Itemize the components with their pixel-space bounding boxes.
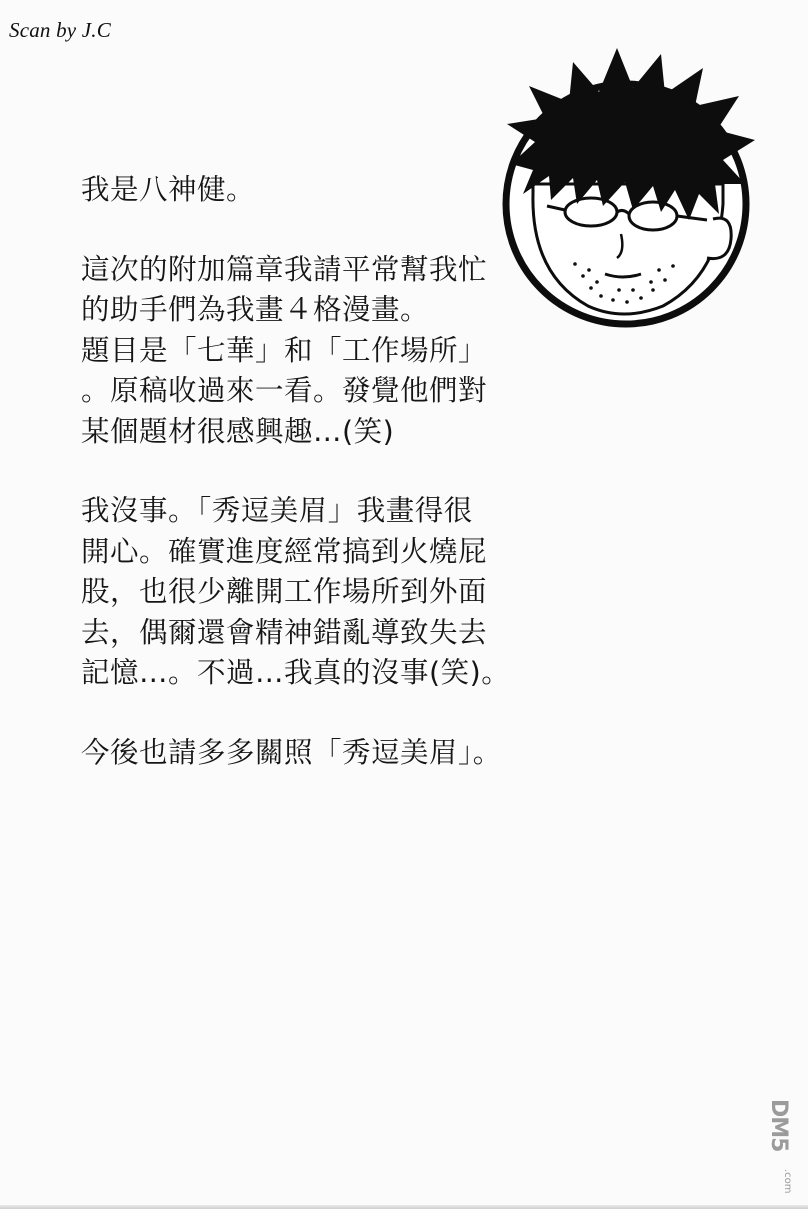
- text-line: 。原稿收過來一看。發覺他們對: [81, 374, 488, 407]
- watermark-text: DM5: [766, 1099, 791, 1152]
- author-portrait-icon: [493, 44, 765, 334]
- text-line: 去，偶爾還會精神錯亂導致失去: [81, 615, 488, 649]
- page-edge: [0, 1205, 808, 1209]
- paragraph: [81, 170, 521, 211]
- text-line: 股，也很少離開工作場所到外面: [81, 575, 488, 608]
- text-line: 這次的附加篇章我請平常幫我忙: [81, 252, 488, 286]
- text-line: 題目是「七華」和「工作場所」: [81, 333, 488, 367]
- text-line: 我沒事。「秀逗美眉」我畫得很: [81, 494, 473, 527]
- author-note: [81, 170, 521, 812]
- paragraph: [81, 733, 521, 774]
- text-line: 的助手們為我畫４格漫畫。: [81, 293, 430, 326]
- site-watermark: [760, 1095, 804, 1205]
- text-line: 記憶…。不過…我真的沒事(笑)。: [81, 656, 511, 689]
- text-line: 某個題材很感興趣…(笑): [81, 414, 395, 448]
- watermark-sub: .com: [782, 1169, 793, 1194]
- paragraph: [81, 250, 521, 453]
- paragraph: [81, 491, 521, 694]
- scan-credit: Scan by J.C: [9, 18, 111, 42]
- text-line: 今後也請多多關照「秀逗美眉」。: [81, 735, 502, 769]
- text-line: 我是八神健。: [81, 173, 256, 206]
- text-line: 開心。確實進度經常搞到火燒屁: [81, 534, 488, 568]
